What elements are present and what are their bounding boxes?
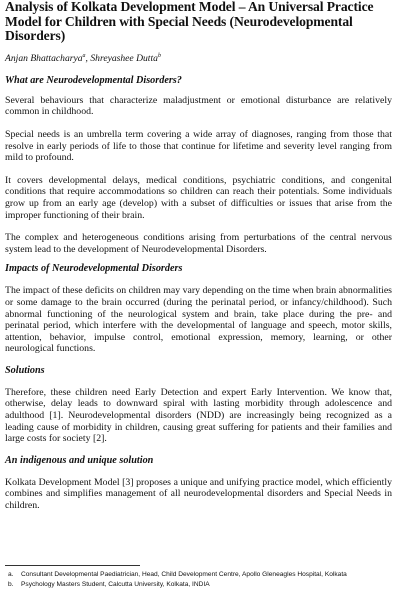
footnote-divider [5,565,140,566]
author-separator: , [85,52,91,64]
section-heading-indigenous: An indigenous and unique solution [5,454,154,466]
paragraph-indigenous: Kolkata Development Model [3] proposes a unique and unifying practice model, which efficiently combines and simplifies management of all neurodevelopmental disorders and Special Needs in children. [5,476,392,512]
author-line [5,53,392,65]
footnote-a [5,570,396,580]
footnotes [5,570,396,590]
author-name-1: Anjan Bhattacharya [5,52,83,64]
paragraph-what-4: The complex and heterogeneous conditions arising from perturbations of the central nervous system lead to the development of Neurodevelopmental Disorders. [5,232,392,255]
paragraph-what-3: It covers developmental delays, medical conditions, psychiatric conditions, and congenital conditions that require accommodations so children can reach their potentials. Some individuals grow up from an early age (develop) with a subset of difficulties or issues that arise from the improper functioning of their brain. [5,174,392,221]
paragraph-solutions: Therefore, these children need Early Detection and expert Early Intervention. We know that, otherwise, delay leads to downward spiral with lasting morbidity through adolescence and adulthood [1]. Neurodevelopmental disorders (NDD) are increasingly being recognized as a leading cause of morbidity in children, causing great suffering for patients and their families and large costs for society [2]. [5,386,392,445]
footnote-mark: a. [8,571,14,578]
footnote-mark: b. [8,581,14,588]
author-name-2: Shreyashee Dutta [90,52,158,64]
author-affil-mark-2: b [157,52,161,59]
footnote-text: Psychology Masters Student, Calcutta University, Kolkata, INDIA [21,581,210,588]
paragraph-what-2: Special needs is an umbrella term covering a wide array of diagnoses, ranging from those that resolve in early periods of life to those that continue for lifetime and severity level ranging from mild to profound. [5,128,392,164]
paper-title: Analysis of Kolkata Development Model – An Universal Practice Model for Children with Special Needs (Neurodevelopmental Disorders) [5,0,374,44]
paragraph-impacts: The impact of these deficits on children may vary depending on the time when brain abnormalities or some damage to the brain occurred (during the perinatal period, or infancy/childhood). Such abnormal functioning of the neurological system and brain, take place during the pre- and perinatal period, which interfere with the developmental of language and speech, motor skills, attention, behavior, impulse control, emotional expression, memory, learning, or other neurological functions. [5,285,392,355]
author-affil-mark-1: a [82,52,86,59]
section-heading-what: What are Neurodevelopmental Disorders? [5,74,182,86]
section-heading-solutions: Solutions [5,364,45,376]
footnote-b [5,580,396,590]
section-heading-impacts: Impacts of Neurodevelopmental Disorders [5,263,183,275]
footnote-text: Consultant Developmental Paediatrician, Head, Child Development Centre, Apollo Gleneagles Hospital, Kolkata [21,571,347,578]
paragraph-what-1: Several behaviours that characterize maladjustment or emotional disturbance are relatively common in childhood. [5,94,392,118]
